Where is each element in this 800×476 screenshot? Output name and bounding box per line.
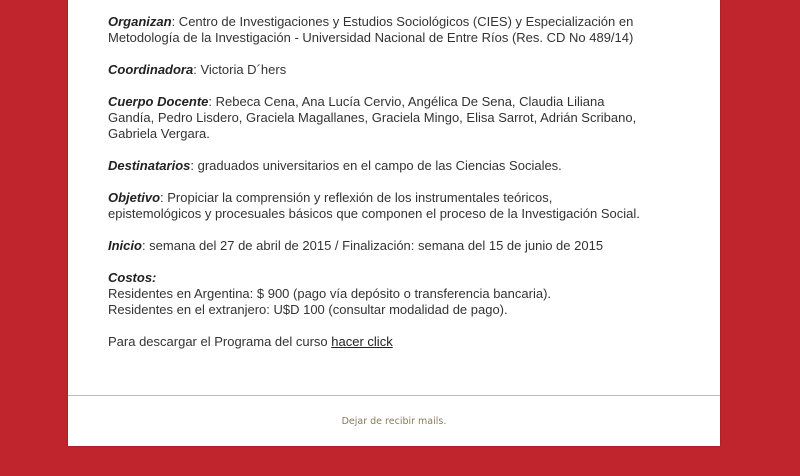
download-program-link[interactable]: hacer click xyxy=(331,334,393,349)
organizan-paragraph xyxy=(108,14,688,46)
objetivo-paragraph xyxy=(108,190,688,222)
inicio-text: : semana del 27 de abril de 2015 / Finalización: semana del 15 de junio de 2015 xyxy=(141,238,604,253)
descarga-text: Para descargar el Programa del curso xyxy=(108,334,332,349)
costos-argentina: Residentes en Argentina: $ 900 (pago vía depósito o transferencia bancaria). xyxy=(108,286,552,301)
coordinadora-text: : Victoria D´hers xyxy=(193,62,287,77)
footer-divider xyxy=(68,395,720,396)
destinatarios-label: Destinatarios xyxy=(108,158,191,173)
email-footer xyxy=(68,416,720,427)
organizan-text-line2: Metodología de la Investigación - Universidad Nacional de Entre Ríos (Res. CD No 489/14) xyxy=(108,30,634,45)
organizan-label: Organizan xyxy=(108,14,172,29)
cuerpo-docente-text-line1: : Rebeca Cena, Ana Lucía Cervio, Angélica De Sena, Claudia Liliana xyxy=(208,94,605,109)
objetivo-text-line1: : Propiciar la comprensión y reflexión de los instrumentales teóricos, xyxy=(160,190,553,205)
cuerpo-docente-label: Cuerpo Docente xyxy=(108,94,209,109)
descarga-paragraph xyxy=(108,334,688,350)
email-body xyxy=(108,14,688,366)
costos-extranjero: Residentes en el extranjero: U$D 100 (consultar modalidad de pago). xyxy=(108,302,508,317)
costos-label: Costos: xyxy=(108,270,157,285)
unsubscribe-link[interactable]: Dejar de recibir mails. xyxy=(341,416,447,427)
destinatarios-text: : graduados universitarios en el campo de las Ciencias Sociales. xyxy=(190,158,562,173)
cuerpo-docente-text-line3: Gabriela Vergara. xyxy=(108,126,210,141)
email-card xyxy=(68,0,720,446)
objetivo-text-line2: epistemológicos y procesuales básicos que componen el proceso de la Investigación Social. xyxy=(108,206,640,221)
cuerpo-docente-paragraph xyxy=(108,94,688,142)
cuerpo-docente-text-line2: Gandía, Pedro Lisdero, Graciela Magallanes, Graciela Mingo, Elisa Sarrot, Adrián Scribano, xyxy=(108,110,637,125)
objetivo-label: Objetivo xyxy=(108,190,161,205)
inicio-label: Inicio xyxy=(108,238,142,253)
inicio-paragraph xyxy=(108,238,688,254)
coordinadora-paragraph xyxy=(108,62,688,78)
destinatarios-paragraph xyxy=(108,158,688,174)
organizan-text-line1: : Centro de Investigaciones y Estudios Sociológicos (CIES) y Especialización en xyxy=(171,14,634,29)
costos-paragraph xyxy=(108,270,688,318)
coordinadora-label: Coordinadora xyxy=(108,62,194,77)
